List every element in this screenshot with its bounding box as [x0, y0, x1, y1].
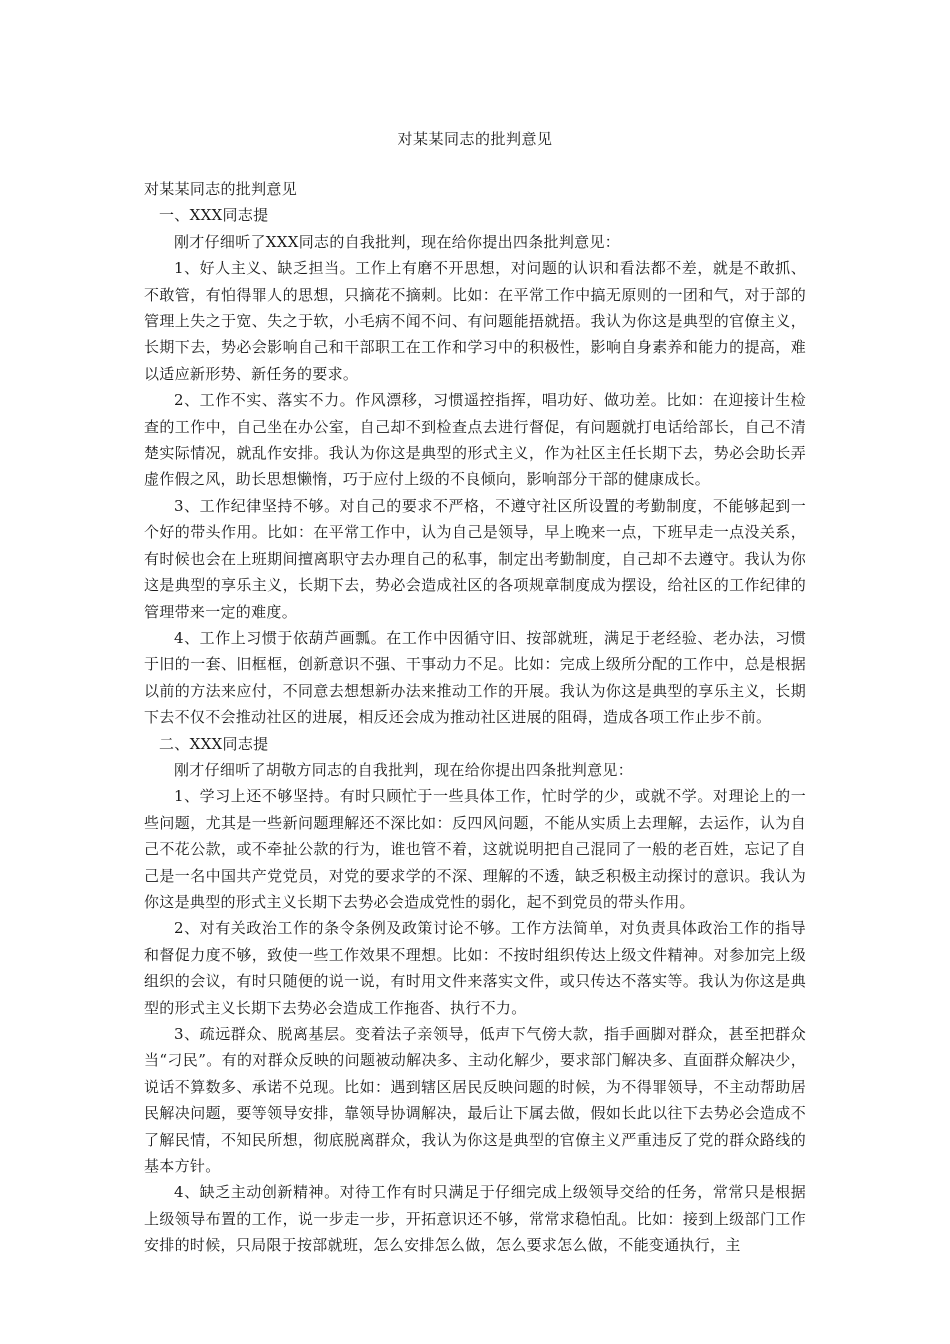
paragraph: 3、工作纪律坚持不够。对自己的要求不严格，不遵守社区所设置的考勤制度，不能够起到一个好的带头作用。比如：在平常工作中，认为自己是领导，早上晚来一点，下班早走一点没关系，有时候也会在上班期间擅离职守去办理自己的私事，制定出考勤制度，自己却不去遵守。我认为你这是典型的享乐主义，长期下去，势必会造成社区的各项规章制度成为摆设，给社区的工作纪律的管理带来一定的难度。 — [144, 496, 806, 621]
paragraph: 3、疏远群众、脱离基层。变着法子亲领导，低声下气傍大款，指手画脚对群众，甚至把群众当“刁民”。有的对群众反映的问题被动解决多、主动化解少，要求部门解决多、直面群众解决少，说话不算数多、承诺不兑现。比如：遇到辖区居民反映问题的时候，为不得罪领导，不主动帮助居民解决问题，要等领导安排，靠领导协调解决，最后让下属去做，假如长此以往下去势必会造成不了解民情，不知民所想，彻底脱离群众，我认为你这是典型的官僚主义严重违反了党的群众路线的基本方针。 — [144, 1025, 806, 1176]
paragraph: 4、工作上习惯于依葫芦画瓢。在工作中因循守旧、按部就班，满足于老经验、老办法，习惯于旧的一套、旧框框，创新意识不强、干事动力不足。比如：完成上级所分配的工作中，总是根据以前的方法来应付，不同意去想想新办法来推动工作的开展。我认为你这是典型的享乐主义，长期下去不仅不会推动社区的进展，相反还会成为推动社区进展的阻碍，造成各项工作止步不前。 — [144, 628, 806, 727]
paragraph: 2、工作不实、落实不力。作风漂移，习惯遥控指挥，唱功好、做功差。比如：在迎接计生检查的工作中，自己坐在办公室，自己却不到检查点去进行督促，有问题就打电话给部长，自己不清楚实际情况，就乱作安排。我认为你这是典型的形式主义，作为社区主任长期下去，势必会助长弄虚作假之风，助长思想懒惰，巧于应付上级的不良倾向，影响部分干部的健康成长。 — [144, 391, 806, 489]
document-body — [144, 176, 806, 1259]
paragraph: 1、好人主义、缺乏担当。工作上有磨不开思想，对问题的认识和看法都不差，就是不敢抓、不敢管，有怕得罪人的思想，只摘花不摘刺。比如：在平常工作中搞无原则的一团和气，对于部的管理上失之于宽、失之于软，小毛病不闻不问、有问题能捂就捂。我认为你这是典型的官僚主义，长期下去，势必会影响自己和干部职工在工作和学习中的积极性，影响自身素养和能力的提高，难以适应新形势、新任务的要求。 — [144, 259, 806, 383]
paragraph: 2、对有关政治工作的条令条例及政策讨论不够。工作方法简单，对负责具体政治工作的指导和督促力度不够，致使一些工作效果不理想。比如：不按时组织传达上级文件精神。对参加完上级组织的会议，有时只随便的说一说，有时用文件来落实文件，或只传达不落实等。我认为你这是典型的形式主义长期下去势必会造成工作拖沓、执行不力。 — [144, 919, 806, 1017]
paragraph: 1、学习上还不够坚持。有时只顾忙于一些具体工作，忙时学的少，或就不学。对理论上的一些问题，尤其是一些新问题理解还不深比如：反四风问题，不能从实质上去理解，去运作，认为自己不花公款，或不牵扯公款的行为，谁也管不着，这就说明把自己混同了一般的老百姓，忘记了自己是一名中国共产党党员，对党的要求学的不深、理解的不透，缺乏积极主动探讨的意识。我认为你这是典型的形式主义长期下去势必会造成党性的弱化，起不到党员的带头作用。 — [144, 787, 806, 911]
paragraph: 刚才仔细听了XXX同志的自我批判，现在给你提出四条批判意见： — [174, 232, 621, 251]
document-subtitle: 对某某同志的批判意见 — [144, 180, 298, 198]
section-heading-1: 一、XXX同志提 — [159, 206, 269, 225]
paragraph: 刚才仔细听了胡敬方同志的自我批判，现在给你提出四条批判意见： — [174, 760, 634, 779]
section-heading-2: 二、XXX同志提 — [159, 734, 269, 753]
paragraph: 4、缺乏主动创新精神。对待工作有时只满足于仔细完成上级领导交给的任务，常常只是根据上级领导布置的工作，说一步走一步，开拓意识还不够，常常求稳怕乱。比如：接到上级部门工作安排的时候，只局限于按部就班，怎么安排怎么做，怎么要求怎么做，不能变通执行，主 — [144, 1183, 806, 1255]
document-title: 对某某同志的批判意见 — [397, 130, 553, 148]
